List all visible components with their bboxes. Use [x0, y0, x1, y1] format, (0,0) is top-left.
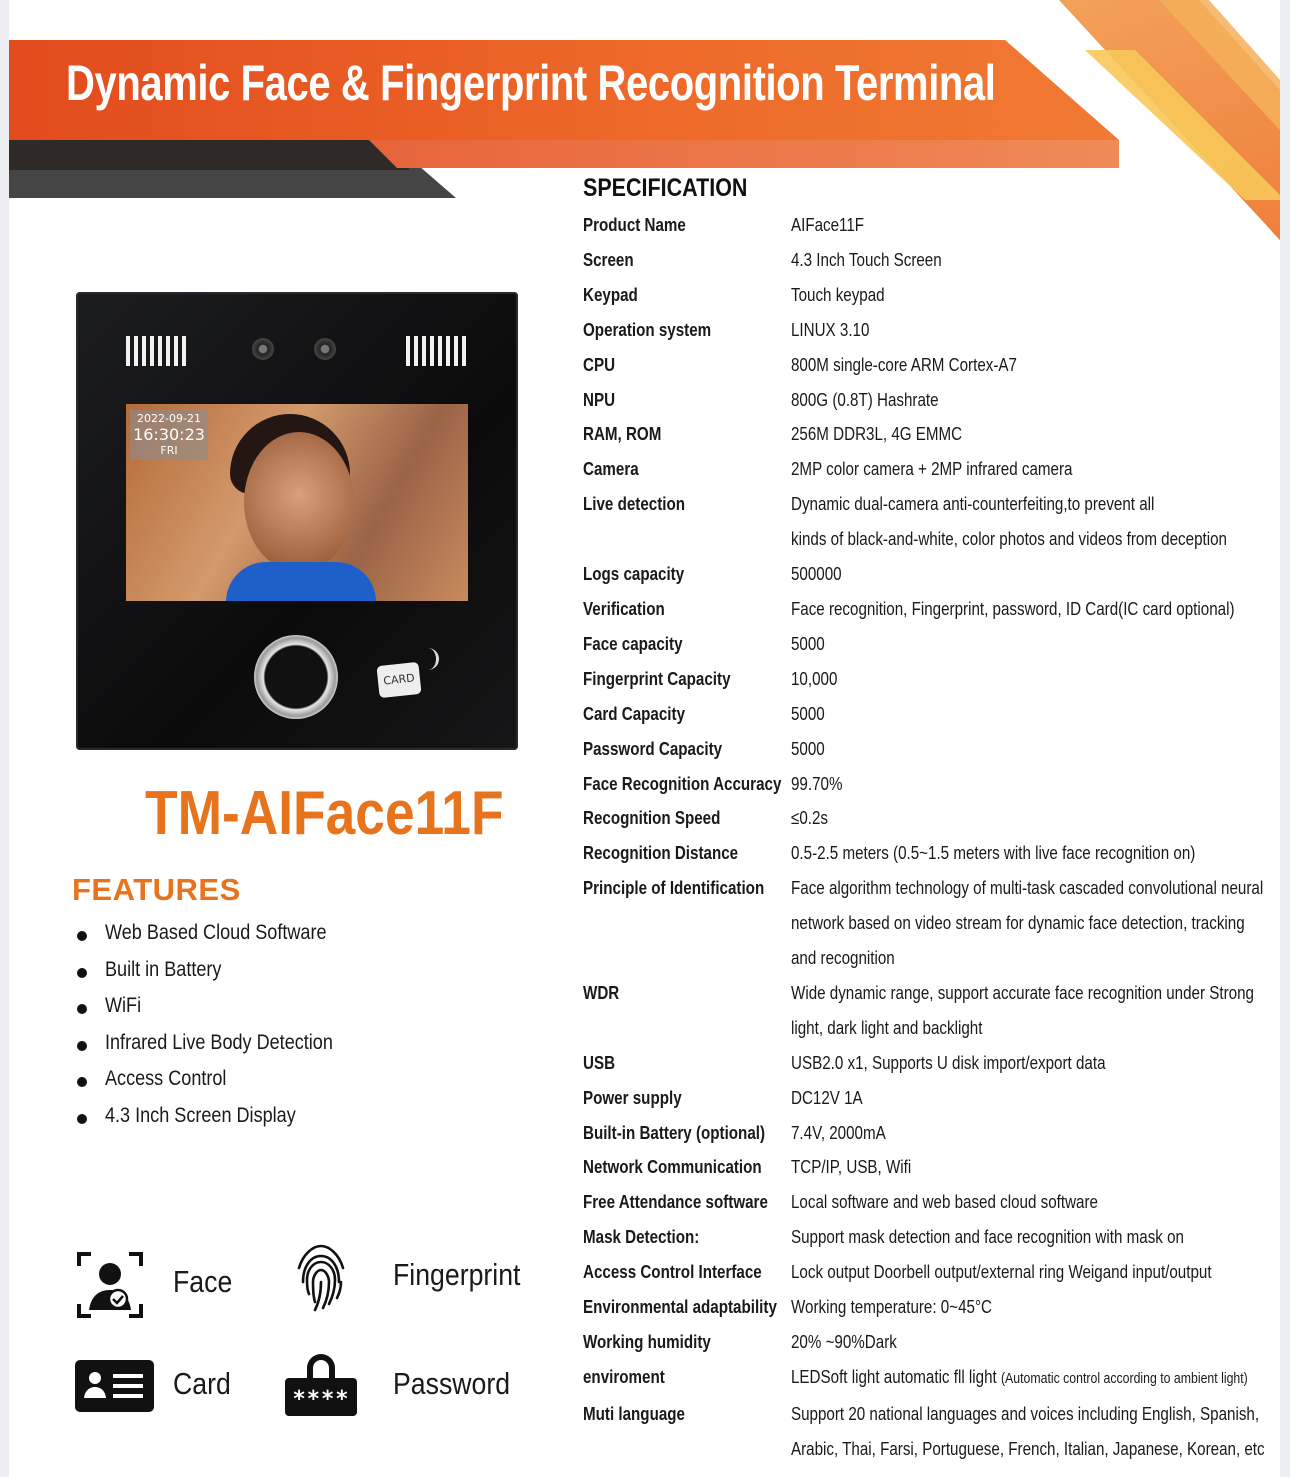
spec-value-line: 2MP color camera + 2MP infrared camera	[791, 458, 1073, 480]
spec-value-line: and recognition	[791, 947, 895, 969]
spec-key: Operation system	[583, 318, 712, 340]
banner-dark-stripe	[9, 140, 409, 170]
spec-value	[791, 801, 1280, 836]
password-lock-icon	[285, 1354, 357, 1416]
specification-table	[583, 208, 1273, 1467]
spec-key: Keypad	[583, 283, 638, 305]
spec-key: RAM, ROM	[583, 423, 662, 445]
spec-value	[791, 417, 1280, 452]
table-row	[583, 1397, 1273, 1467]
table-row	[583, 208, 1273, 243]
spec-key: CPU	[583, 353, 616, 375]
spec-value	[791, 836, 1280, 871]
table-row	[583, 627, 1273, 662]
spec-value	[791, 1397, 1280, 1467]
spec-key: Face Recognition Accuracy	[583, 772, 782, 794]
spec-value-line: Working temperature: 0~45°C	[791, 1296, 992, 1318]
spec-value-line: 800M single-core ARM Cortex-A7	[791, 353, 1017, 375]
spec-value-line: 7.4V, 2000mA	[791, 1121, 886, 1143]
spec-value	[791, 976, 1280, 1046]
table-row	[583, 976, 1273, 1046]
page-title: Dynamic Face & Fingerprint Recognition Terminal	[66, 55, 996, 111]
spec-key: Recognition Speed	[583, 807, 721, 829]
nfc-wave-icon	[418, 648, 439, 670]
banner-orange-stripe	[369, 140, 1119, 168]
fingerprint-icon	[293, 1242, 349, 1314]
table-row	[583, 801, 1273, 836]
spec-key: Face capacity	[583, 632, 683, 654]
table-row	[583, 732, 1273, 767]
table-row	[583, 243, 1273, 278]
spec-value	[791, 1290, 1280, 1325]
spec-value	[791, 1325, 1280, 1360]
table-row	[583, 1185, 1273, 1220]
ir-led-left	[126, 336, 186, 366]
spec-value-line: ≤0.2s	[791, 807, 829, 829]
table-row	[583, 557, 1273, 592]
spec-key: Camera	[583, 458, 639, 480]
spec-value	[791, 487, 1280, 557]
spec-value-line: light, dark light and backlight	[791, 1016, 983, 1038]
spec-note: (Automatic control according to ambient light)	[1000, 1369, 1248, 1387]
spec-value-line: TCP/IP, USB, Wifi	[791, 1156, 912, 1178]
screen-photo-face	[244, 432, 354, 572]
spec-value	[791, 313, 1280, 348]
model-name: TM-AIFace11F	[145, 779, 504, 848]
camera-left	[252, 338, 274, 360]
spec-value	[791, 243, 1280, 278]
list-item: WiFi	[73, 993, 493, 1030]
spec-value-line: 99.70%	[791, 772, 843, 794]
spec-key: Free Attendance software	[583, 1191, 768, 1213]
spec-value-line: LINUX 3.10	[791, 318, 870, 340]
spec-value	[791, 627, 1280, 662]
password-mask: ****	[285, 1378, 357, 1416]
table-row	[583, 452, 1273, 487]
table-row	[583, 871, 1273, 976]
spec-value-line: Support 20 national languages and voices including English, Spanish,	[791, 1402, 1260, 1424]
list-item: 4.3 Inch Screen Display	[73, 1103, 493, 1140]
spec-value	[791, 557, 1280, 592]
table-row	[583, 836, 1273, 871]
spec-key: Working humidity	[583, 1331, 711, 1352]
table-row	[583, 1150, 1273, 1185]
table-row	[583, 592, 1273, 627]
table-row	[583, 417, 1273, 452]
card-label: Card	[173, 1366, 231, 1401]
table-row	[583, 1360, 1273, 1397]
spec-key: Password Capacity	[583, 737, 723, 759]
spec-value-line: AIFace11F	[791, 214, 865, 235]
spec-value	[791, 1255, 1280, 1290]
camera-right	[314, 338, 336, 360]
spec-key: NPU	[583, 388, 616, 410]
spec-value	[791, 1081, 1280, 1116]
bullet-icon	[77, 931, 87, 941]
table-row	[583, 1325, 1273, 1360]
spec-value	[791, 383, 1280, 418]
spec-value	[791, 697, 1280, 732]
spec-value-line: Wide dynamic range, support accurate face recognition under Strong	[791, 981, 1254, 1003]
spec-value-line: 800G (0.8T) Hashrate	[791, 388, 939, 410]
screen-datetime	[130, 410, 208, 460]
spec-key: USB	[583, 1051, 616, 1073]
table-row	[583, 278, 1273, 313]
fingerprint-label: Fingerprint	[393, 1257, 521, 1292]
spec-key: Built-in Battery (optional)	[583, 1121, 766, 1143]
spec-value-line: Arabic, Thai, Farsi, Portuguese, French, Italian, Japanese, Korean, etc	[791, 1437, 1265, 1459]
features-list	[73, 920, 493, 1139]
spec-key: Product Name	[583, 214, 686, 235]
table-row	[583, 1220, 1273, 1255]
device-screen	[126, 404, 468, 601]
table-row	[583, 348, 1273, 383]
spec-key: Live detection	[583, 493, 686, 515]
spec-value-line: Face recognition, Fingerprint, password, ID Card(IC card optional)	[791, 597, 1235, 619]
spec-value	[791, 662, 1280, 697]
spec-value	[791, 278, 1280, 313]
features-heading: FEATURES	[72, 872, 241, 907]
spec-value	[791, 767, 1280, 802]
specification-heading: SPECIFICATION	[583, 174, 748, 202]
fingerprint-sensor	[254, 635, 338, 719]
spec-value-line: 500000	[791, 563, 842, 585]
spec-value-line: LEDSoft light automatic fll light (Automatic control according to ambient light)	[791, 1365, 1248, 1387]
spec-value-line: network based on video stream for dynamic face detection, tracking	[791, 912, 1245, 934]
spec-value-line: 0.5-2.5 meters (0.5~1.5 meters with live face recognition on)	[791, 842, 1196, 864]
spec-value-line: 4.3 Inch Touch Screen	[791, 248, 942, 270]
list-item: Built in Battery	[73, 957, 493, 994]
spec-value	[791, 1360, 1280, 1397]
spec-value-line: 10,000	[791, 667, 838, 689]
table-row	[583, 1290, 1273, 1325]
spec-key: Power supply	[583, 1086, 682, 1108]
spec-value-line: USB2.0 x1, Supports U disk import/export data	[791, 1051, 1106, 1073]
table-row	[583, 383, 1273, 418]
spec-key: Access Control Interface	[583, 1261, 762, 1283]
spec-key: Screen	[583, 248, 634, 270]
bullet-icon	[77, 1114, 87, 1124]
spec-value	[791, 1220, 1280, 1255]
spec-value	[791, 348, 1280, 383]
spec-key: Mask Detection:	[583, 1226, 700, 1248]
bullet-icon	[77, 1041, 87, 1051]
screen-date: 2022-09-21	[137, 412, 201, 425]
spec-value	[791, 208, 1280, 243]
spec-key: enviroment	[583, 1365, 665, 1387]
spec-key: Logs capacity	[583, 563, 685, 585]
spec-value-line: 256M DDR3L, 4G EMMC	[791, 423, 963, 445]
spec-value	[791, 871, 1280, 976]
face-scan-icon	[77, 1252, 143, 1318]
table-row	[583, 313, 1273, 348]
ir-led-right	[406, 336, 466, 366]
device-image	[76, 292, 518, 750]
spec-value	[791, 1185, 1280, 1220]
brochure-page	[9, 0, 1280, 1477]
table-row	[583, 1081, 1273, 1116]
spec-value-line: Touch keypad	[791, 283, 885, 305]
id-card-icon	[75, 1360, 154, 1412]
spec-value-line: Dynamic dual-camera anti-counterfeiting,to prevent all	[791, 493, 1155, 515]
spec-value-line: kinds of black-and-white, color photos and videos from deception	[791, 528, 1227, 550]
bullet-icon	[77, 1004, 87, 1014]
spec-key: Fingerprint Capacity	[583, 667, 731, 689]
spec-value	[791, 732, 1280, 767]
table-row	[583, 697, 1273, 732]
spec-key: Network Communication	[583, 1156, 762, 1178]
screen-day: FRI	[160, 444, 178, 457]
spec-value	[791, 1116, 1280, 1151]
bullet-icon	[77, 1077, 87, 1087]
list-item: Web Based Cloud Software	[73, 920, 493, 957]
screen-time: 16:30:23	[133, 425, 205, 444]
screen-photo-shirt	[226, 562, 376, 601]
spec-key: WDR	[583, 981, 620, 1003]
spec-value	[791, 1046, 1280, 1081]
spec-key: Principle of Identification	[583, 877, 765, 899]
list-item: Infrared Live Body Detection	[73, 1030, 493, 1067]
table-row	[583, 487, 1273, 557]
list-item: Access Control	[73, 1066, 493, 1103]
spec-value-line: 5000	[791, 632, 825, 654]
password-label: Password	[393, 1366, 511, 1401]
table-row	[583, 1116, 1273, 1151]
spec-value-line: DC12V 1A	[791, 1086, 863, 1108]
spec-value-line: Lock output Doorbell output/external ring Weigand input/output	[791, 1261, 1212, 1283]
spec-key: Verification	[583, 597, 665, 619]
spec-key: Card Capacity	[583, 702, 686, 724]
card-reader-icon: CARD	[376, 662, 421, 698]
spec-value-line: 5000	[791, 737, 825, 759]
table-row	[583, 662, 1273, 697]
spec-key: Environmental adaptability	[583, 1296, 777, 1318]
spec-key: Recognition Distance	[583, 842, 739, 864]
spec-value-line: Local software and web based cloud software	[791, 1191, 1098, 1213]
spec-value-line: Support mask detection and face recognition with mask on	[791, 1226, 1184, 1248]
spec-value-line: Face algorithm technology of multi-task cascaded convolutional neural	[791, 877, 1264, 899]
spec-value	[791, 592, 1280, 627]
table-row	[583, 1046, 1273, 1081]
spec-value	[791, 1150, 1280, 1185]
table-row	[583, 1255, 1273, 1290]
spec-value-line: 5000	[791, 702, 825, 724]
bullet-icon	[77, 968, 87, 978]
spec-key: Muti language	[583, 1402, 685, 1424]
table-row	[583, 767, 1273, 802]
spec-value-line: 20% ~90%Dark	[791, 1331, 897, 1352]
face-label: Face	[173, 1264, 233, 1299]
spec-value	[791, 452, 1280, 487]
